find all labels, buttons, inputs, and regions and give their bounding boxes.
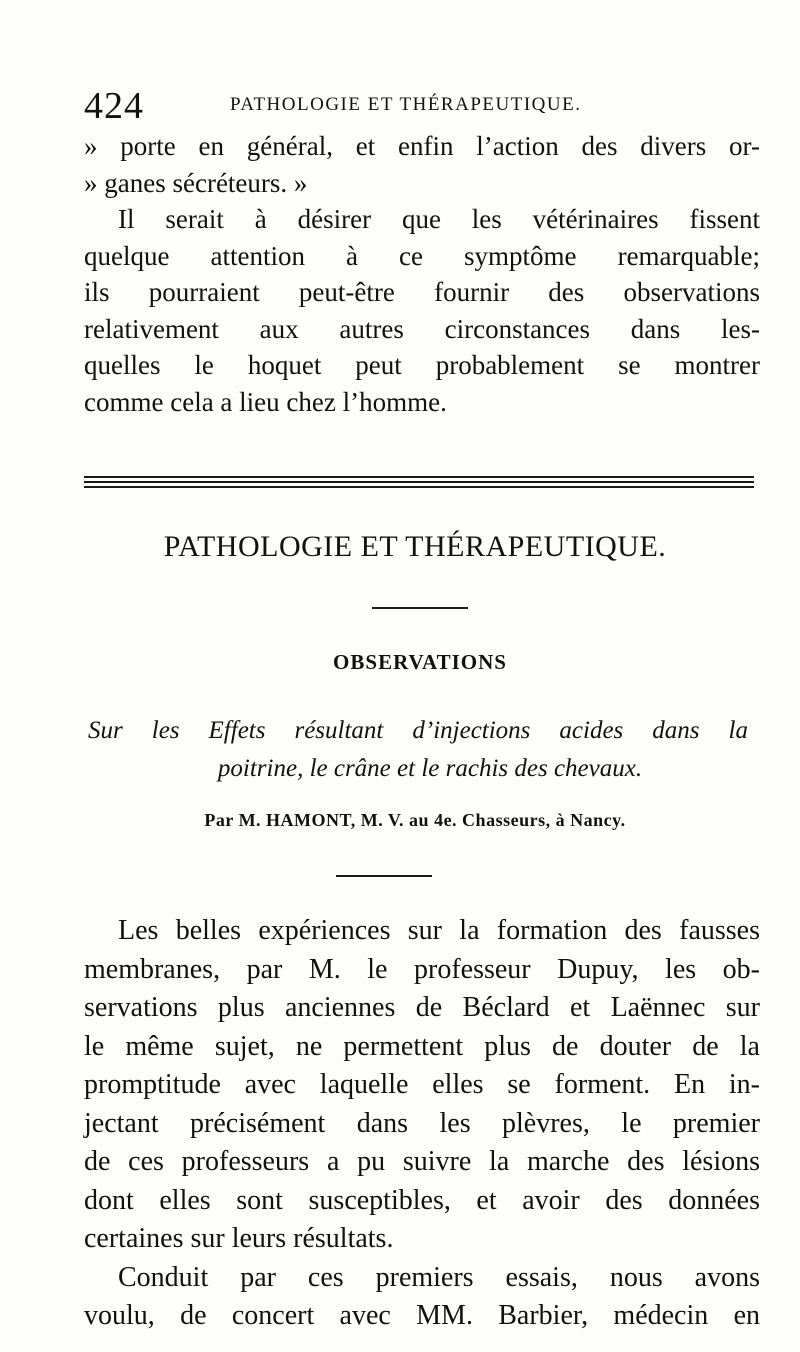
text-line: le même sujet, ne permettent plus de douter de la <box>84 1030 760 1062</box>
article-subtitle-line: Sur les Effets résultant d’injections acides dans la <box>88 717 748 744</box>
article-body <box>84 912 760 1336</box>
text-line: promptitude avec laquelle elles se forment. En in- <box>84 1069 760 1100</box>
section-title: PATHOLOGIE ET THÉRAPEUTIQUE. <box>163 530 667 563</box>
continued-paragraph <box>84 128 760 420</box>
text-line: » porte en général, et enfin l’action des divers or- <box>84 131 760 161</box>
text-line: jectant précisément dans les plèvres, le premier <box>84 1107 760 1139</box>
text-line: servations plus anciennes de Béclard et Laënnec sur <box>84 992 760 1023</box>
text-line: relativement aux autres circonstances dans les- <box>84 313 760 344</box>
article-heading: OBSERVATIONS <box>333 650 507 674</box>
text-line: Il serait à désirer que les vétérinaires fissent <box>118 204 760 234</box>
text-line: quelles le hoquet peut probablement se montrer <box>84 350 760 380</box>
author-byline: Par M. HAMONT, M. V. au 4e. Chasseurs, à Nancy. <box>204 810 626 830</box>
text-line: certaines sur leurs résultats. <box>84 1223 394 1254</box>
text-line: quelque attention à ce symptôme remarquable; <box>84 240 760 271</box>
byline-rule <box>336 875 432 877</box>
text-line: comme cela a lieu chez l’homme. <box>84 386 447 417</box>
text-line: ils pourraient peut-être fournir des observations <box>84 277 760 307</box>
text-line: de ces professeurs a pu suivre la marche des lésions <box>84 1146 760 1177</box>
text-line: membranes, par M. le professeur Dupuy, les ob- <box>84 953 760 985</box>
title-rule <box>372 607 468 609</box>
text-line: dont elles sont susceptibles, et avoir des données <box>84 1184 760 1216</box>
page-number: 424 <box>84 85 144 127</box>
text-line: voulu, de concert avec MM. Barbier, médecin en <box>84 1300 760 1331</box>
article-subtitle-line: poitrine, le crâne et le rachis des chevaux. <box>217 755 643 782</box>
text-line: Les belles expériences sur la formation des fausses <box>118 915 760 946</box>
text-line: » ganes sécréteurs. » <box>84 167 308 198</box>
running-head <box>84 84 764 127</box>
text-line: Conduit par ces premiers essais, nous avons <box>118 1261 760 1293</box>
running-title: PATHOLOGIE ET THÉRAPEUTIQUE. <box>230 94 582 115</box>
section-divider <box>84 476 754 490</box>
